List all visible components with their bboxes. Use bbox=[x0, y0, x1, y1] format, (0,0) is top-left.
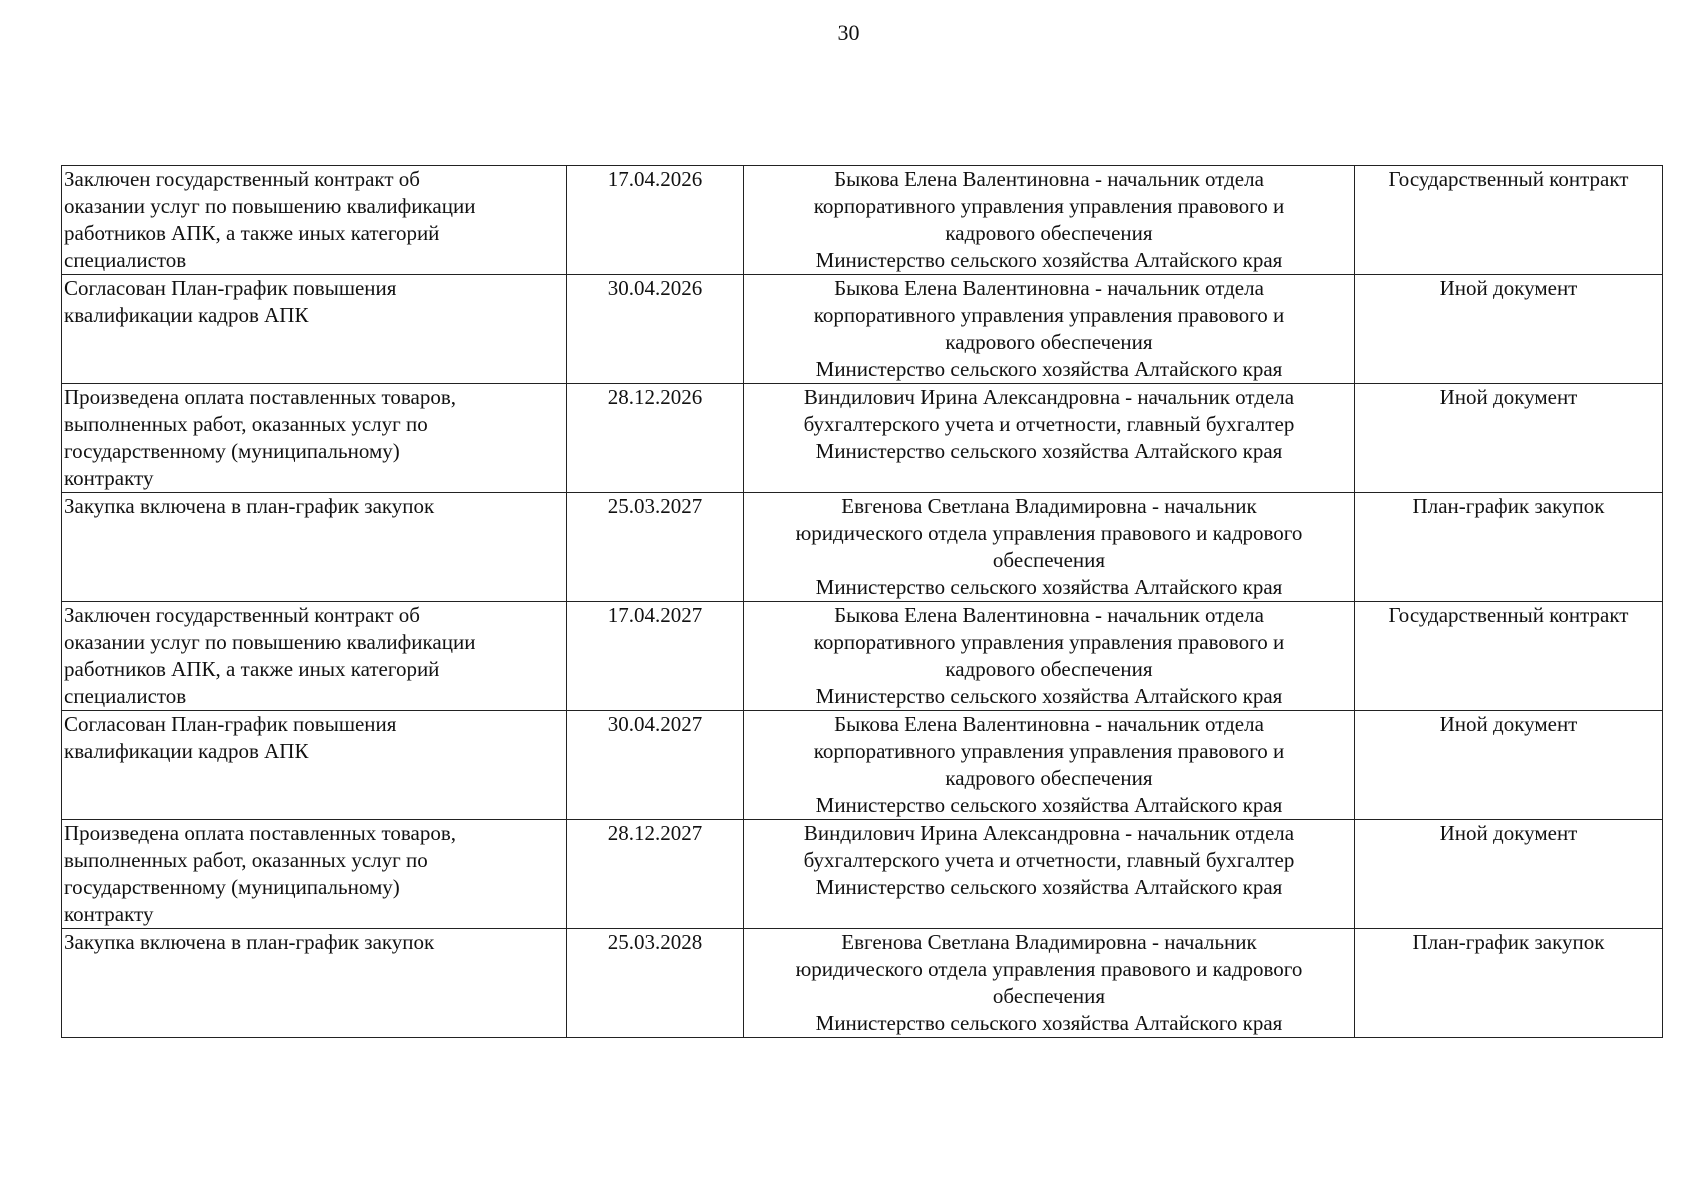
event-text-line: работников АПК, а также иных категорий bbox=[64, 657, 440, 681]
responsible-cell bbox=[744, 929, 1355, 1038]
responsible-text-line: кадрового обеспечения bbox=[945, 330, 1153, 354]
event-cell bbox=[62, 929, 567, 1038]
event-cell bbox=[62, 384, 567, 493]
event-text-line: Заключен государственный контракт об bbox=[64, 603, 420, 627]
responsible-cell bbox=[744, 493, 1355, 602]
responsible-text-line: кадрового обеспечения bbox=[945, 766, 1153, 790]
document-type-cell: Иной документ bbox=[1355, 711, 1663, 820]
event-text-line: контракту bbox=[64, 902, 154, 926]
event-text-line: Согласован План-график повышения bbox=[64, 712, 397, 736]
responsible-text-line: корпоративного управления управления правового и bbox=[813, 194, 1285, 218]
responsible-text-line: Министерство сельского хозяйства Алтайского края bbox=[815, 875, 1283, 899]
event-text-line: специалистов bbox=[64, 684, 187, 708]
document-type-cell: Государственный контракт bbox=[1355, 602, 1663, 711]
event-text-line: Закупка включена в план-график закупок bbox=[64, 494, 435, 518]
table-row bbox=[62, 602, 1663, 711]
event-text-line: Произведена оплата поставленных товаров, bbox=[64, 385, 456, 409]
responsible-text-line: Евгенова Светлана Владимировна - начальник bbox=[841, 930, 1257, 954]
event-text-line: специалистов bbox=[64, 248, 187, 272]
table-row bbox=[62, 275, 1663, 384]
responsible-cell bbox=[744, 384, 1355, 493]
responsible-text-line: обеспечения bbox=[992, 548, 1106, 572]
responsible-text-line: кадрового обеспечения bbox=[945, 657, 1153, 681]
event-text-line: Согласован План-график повышения bbox=[64, 276, 397, 300]
responsible-text-line: бухгалтерского учета и отчетности, главный бухгалтер bbox=[803, 848, 1295, 872]
event-cell bbox=[62, 602, 567, 711]
event-text-line: Закупка включена в план-график закупок bbox=[64, 930, 435, 954]
responsible-text-line: Виндилович Ирина Александровна - начальник отдела bbox=[803, 385, 1295, 409]
document-type-cell: Государственный контракт bbox=[1355, 166, 1663, 275]
responsible-text-line: Виндилович Ирина Александровна - начальник отдела bbox=[803, 821, 1295, 845]
event-cell bbox=[62, 275, 567, 384]
responsible-cell bbox=[744, 275, 1355, 384]
event-text-line: государственному (муниципальному) bbox=[64, 875, 400, 899]
responsible-text-line: Министерство сельского хозяйства Алтайского края bbox=[815, 1011, 1283, 1035]
date-cell: 28.12.2026 bbox=[567, 384, 744, 493]
responsible-text-line: Министерство сельского хозяйства Алтайского края bbox=[815, 793, 1283, 817]
responsible-text-line: Быкова Елена Валентиновна - начальник отдела bbox=[834, 167, 1264, 191]
responsible-cell bbox=[744, 166, 1355, 275]
event-cell bbox=[62, 711, 567, 820]
date-cell: 17.04.2027 bbox=[567, 602, 744, 711]
event-text-line: государственному (муниципальному) bbox=[64, 439, 400, 463]
responsible-text-line: Быкова Елена Валентиновна - начальник отдела bbox=[834, 603, 1264, 627]
event-text-line: выполненных работ, оказанных услуг по bbox=[64, 848, 428, 872]
control-points-table bbox=[61, 165, 1663, 1038]
document-type-cell: План-график закупок bbox=[1355, 929, 1663, 1038]
document-type-cell: Иной документ bbox=[1355, 820, 1663, 929]
date-cell: 17.04.2026 bbox=[567, 166, 744, 275]
responsible-text-line: Быкова Елена Валентиновна - начальник отдела bbox=[834, 276, 1264, 300]
responsible-text-line: корпоративного управления управления правового и bbox=[813, 630, 1285, 654]
table-row bbox=[62, 820, 1663, 929]
responsible-cell bbox=[744, 820, 1355, 929]
table-row bbox=[62, 384, 1663, 493]
event-text-line: квалификации кадров АПК bbox=[64, 303, 309, 327]
date-cell: 30.04.2027 bbox=[567, 711, 744, 820]
responsible-cell bbox=[744, 602, 1355, 711]
date-cell: 30.04.2026 bbox=[567, 275, 744, 384]
responsible-text-line: Министерство сельского хозяйства Алтайского края bbox=[815, 248, 1283, 272]
responsible-text-line: корпоративного управления управления правового и bbox=[813, 739, 1285, 763]
responsible-text-line: Евгенова Светлана Владимировна - начальник bbox=[841, 494, 1257, 518]
event-cell bbox=[62, 820, 567, 929]
responsible-text-line: юридического отдела управления правового и кадрового bbox=[795, 957, 1303, 981]
event-cell bbox=[62, 166, 567, 275]
responsible-text-line: Министерство сельского хозяйства Алтайского края bbox=[815, 357, 1283, 381]
document-type-cell: Иной документ bbox=[1355, 384, 1663, 493]
responsible-text-line: Министерство сельского хозяйства Алтайского края bbox=[815, 439, 1283, 463]
event-text-line: контракту bbox=[64, 466, 154, 490]
date-cell: 25.03.2028 bbox=[567, 929, 744, 1038]
table-row bbox=[62, 166, 1663, 275]
date-cell: 28.12.2027 bbox=[567, 820, 744, 929]
event-text-line: квалификации кадров АПК bbox=[64, 739, 309, 763]
responsible-text-line: корпоративного управления управления правового и bbox=[813, 303, 1285, 327]
responsible-text-line: кадрового обеспечения bbox=[945, 221, 1153, 245]
table-row bbox=[62, 711, 1663, 820]
responsible-text-line: Министерство сельского хозяйства Алтайского края bbox=[815, 684, 1283, 708]
responsible-text-line: Быкова Елена Валентиновна - начальник отдела bbox=[834, 712, 1264, 736]
event-text-line: оказании услуг по повышению квалификации bbox=[64, 630, 476, 654]
event-text-line: работников АПК, а также иных категорий bbox=[64, 221, 440, 245]
document-type-cell: Иной документ bbox=[1355, 275, 1663, 384]
event-text-line: Заключен государственный контракт об bbox=[64, 167, 420, 191]
responsible-text-line: обеспечения bbox=[992, 984, 1106, 1008]
responsible-text-line: Министерство сельского хозяйства Алтайского края bbox=[815, 575, 1283, 599]
event-cell bbox=[62, 493, 567, 602]
event-text-line: Произведена оплата поставленных товаров, bbox=[64, 821, 456, 845]
responsible-text-line: бухгалтерского учета и отчетности, главный бухгалтер bbox=[803, 412, 1295, 436]
date-cell: 25.03.2027 bbox=[567, 493, 744, 602]
table-body bbox=[62, 166, 1663, 1038]
responsible-text-line: юридического отдела управления правового и кадрового bbox=[795, 521, 1303, 545]
table-row bbox=[62, 493, 1663, 602]
page-number: 30 bbox=[837, 20, 860, 45]
table-row bbox=[62, 929, 1663, 1038]
event-text-line: оказании услуг по повышению квалификации bbox=[64, 194, 476, 218]
document-type-cell: План-график закупок bbox=[1355, 493, 1663, 602]
responsible-cell bbox=[744, 711, 1355, 820]
event-text-line: выполненных работ, оказанных услуг по bbox=[64, 412, 428, 436]
